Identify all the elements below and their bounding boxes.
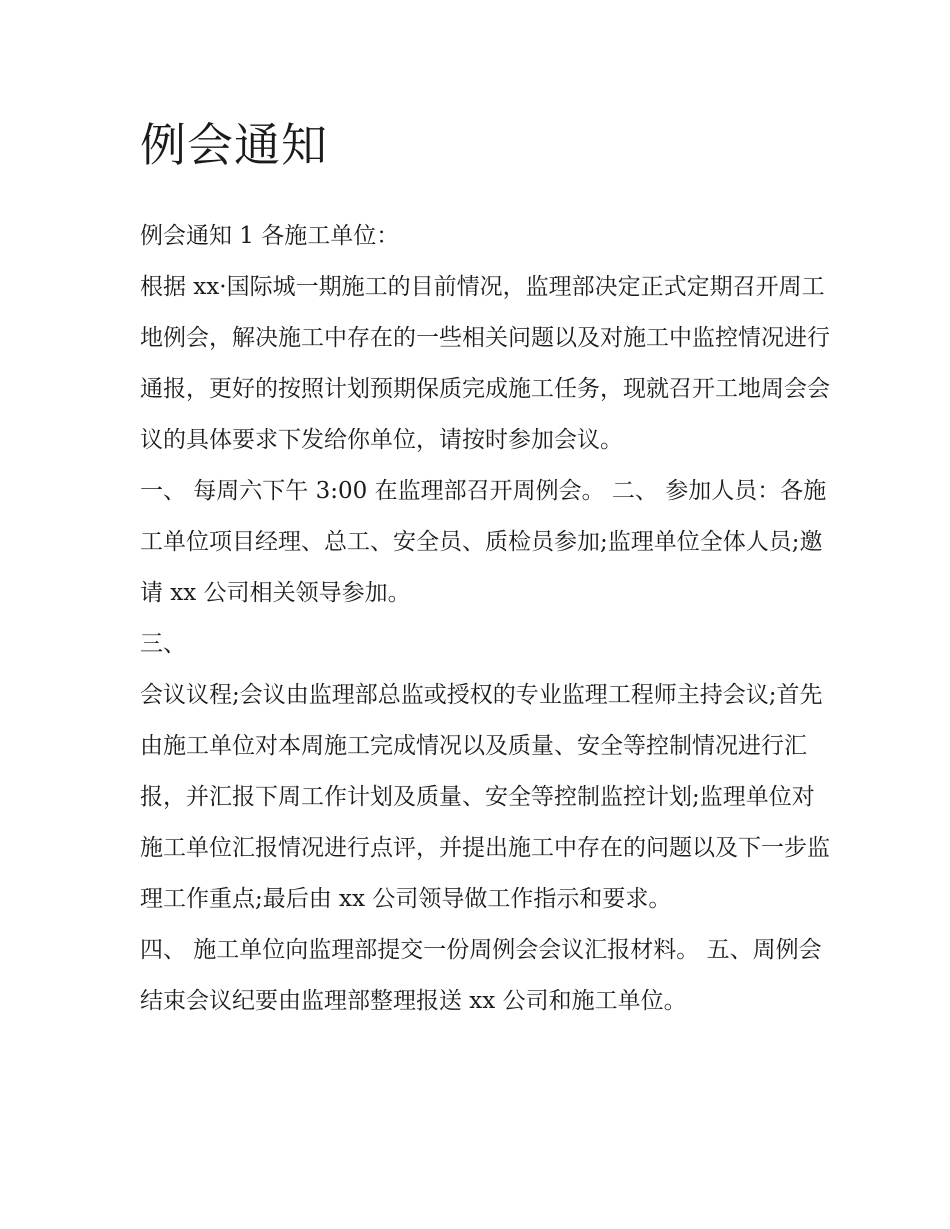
paragraph-salutation: 例会通知 1 各施工单位： [140, 223, 400, 250]
paragraph-intro: 根据 xx·国际城一期施工的目前情况，监理部决定正式定期召开周工地例会，解决施工中存在的一些相关问题以及对施工中监控情况进行通报，更好的按照计划预期保质完成施工任务，现就召开工地周会会议的具体要求下发给你单位，请按时参加会议。 [140, 274, 830, 454]
document-page [140, 108, 830, 1027]
paragraph-items-4-5: 四、 施工单位向监理部提交一份周例会会议汇报材料。 五、周例会结束会议纪要由监理部整理报送 xx 公司和施工单位。 [140, 937, 822, 1015]
document-title: 例会通知 [140, 118, 328, 172]
paragraph-item-3-heading: 三、 [140, 631, 186, 658]
paragraph-agenda: 会议议程;会议由监理部总监或授权的专业监理工程师主持会议;首先由施工单位对本周施工完成情况以及质量、安全等控制情况进行汇报，并汇报下周工作计划及质量、安全等控制监控计划;监理单位对施工单位汇报情况进行点评，并提出施工中存在的问题以及下一步监理工作重点;最后由 xx 公司领导做工作指示和要求。 [140, 682, 830, 913]
paragraph-items-1-2: 一、 每周六下午 3:00 在监理部召开周例会。 二、 参加人员：各施工单位项目经理、总工、安全员、质检员参加;监理单位全体人员;邀请 xx 公司相关领导参加。 [140, 478, 827, 607]
